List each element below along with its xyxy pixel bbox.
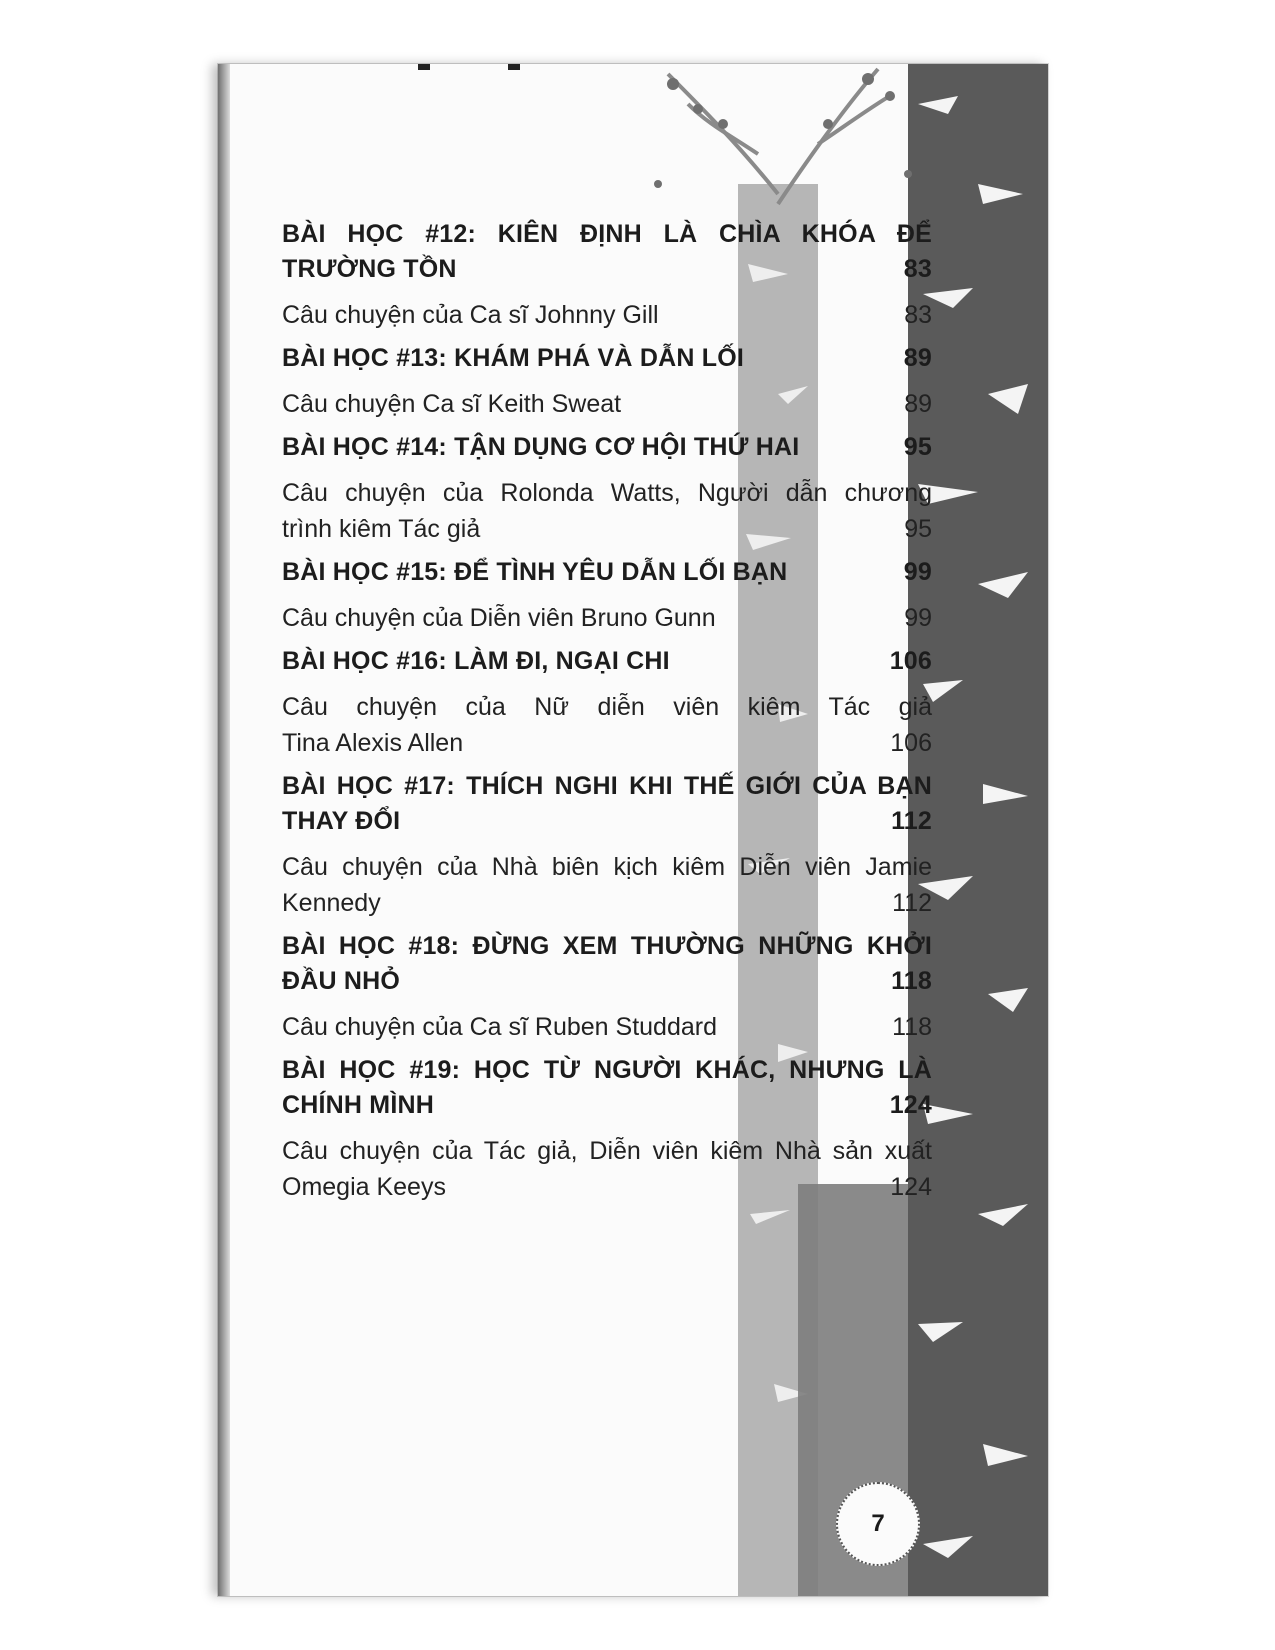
toc-lesson [282,1053,932,1123]
story-title-line: Câu chuyện Ca sĩ Keith Sweat [282,390,622,418]
toc-story [282,475,932,547]
page-ref: 106 [890,729,932,757]
page-ref: 99 [904,604,932,632]
toc-lesson [282,555,932,590]
toc-lesson [282,217,932,287]
toc-story [282,1133,932,1205]
toc-lesson [282,929,932,999]
lesson-title-line: BÀI HỌC #17: THÍCH NGHI KHI THẾ GIỚI CỦA BẠN [282,772,932,800]
toc-story [282,849,932,921]
story-title-line: Câu chuyện của Ca sĩ Johnny Gill [282,301,659,329]
lesson-title-line: BÀI HỌC #16: LÀM ĐI, NGẠI CHI [282,647,670,675]
lesson-title-line: BÀI HỌC #19: HỌC TỪ NGƯỜI KHÁC, NHƯNG LÀ [282,1056,932,1084]
page-ref: 89 [904,390,932,418]
lesson-title-line: BÀI HỌC #15: ĐỂ TÌNH YÊU DẪN LỐI BẠN [282,558,788,586]
story-title-line: Tina Alexis Allen [282,729,464,757]
story-title-line: Câu chuyện của Ca sĩ Ruben Studdard [282,1013,717,1041]
lesson-title-line: BÀI HỌC #14: TẬN DỤNG CƠ HỘI THỨ HAI [282,433,800,461]
page-ref: 124 [890,1173,932,1201]
toc-lesson [282,430,932,465]
story-title-line: Câu chuyện của Diễn viên Bruno Gunn [282,604,716,632]
toc-story [282,386,932,422]
page-number: 7 [836,1482,920,1566]
page-ref: 112 [891,807,932,835]
toc-story [282,1009,932,1045]
page-ref: 124 [889,1091,932,1119]
toc-story [282,297,932,333]
lesson-title-line: BÀI HỌC #18: ĐỪNG XEM THƯỜNG NHỮNG KHỞI [282,932,932,960]
book-page [218,64,1048,1596]
page-ref: 95 [904,515,932,543]
lesson-title-line: THAY ĐỔI [282,807,401,835]
lesson-title-line: TRƯỜNG TỒN [282,255,457,283]
story-title-line: Omegia Keeys [282,1173,446,1201]
page-ref: 118 [892,1013,932,1041]
toc-story [282,689,932,761]
page-ref: 106 [889,647,932,675]
lesson-title-line: BÀI HỌC #12: KIÊN ĐỊNH LÀ CHÌA KHÓA ĐỂ [282,220,932,248]
page-ref: 112 [892,889,932,917]
page-ref: 99 [903,558,932,586]
toc-lesson [282,341,932,376]
toc-lesson [282,769,932,839]
story-title-line: Câu chuyện của Tác giả, Diễn viên kiêm Nhà sản xuất [282,1137,932,1165]
toc-lesson [282,644,932,679]
story-title-line: Câu chuyện của Rolonda Watts, Người dẫn chương [282,479,932,507]
lesson-title-line: CHÍNH MÌNH [282,1091,434,1119]
story-title-line: Câu chuyện của Nữ diễn viên kiêm Tác giả [282,693,932,721]
page-ref: 95 [903,433,932,461]
page-ref: 83 [904,301,932,329]
lesson-title-line: ĐẦU NHỎ [282,967,401,995]
page-ref: 89 [903,344,932,372]
story-title-line: trình kiêm Tác giả [282,515,481,543]
page-ref: 118 [891,967,932,995]
page-ref: 83 [903,255,932,283]
toc-story [282,600,932,636]
page-edge-shadow [218,64,230,1596]
story-title-line: Câu chuyện của Nhà biên kịch kiêm Diễn viên Jamie [282,853,932,881]
table-of-contents [282,209,932,1205]
story-title-line: Kennedy [282,889,381,917]
lesson-title-line: BÀI HỌC #13: KHÁM PHÁ VÀ DẪN LỐI [282,344,744,372]
